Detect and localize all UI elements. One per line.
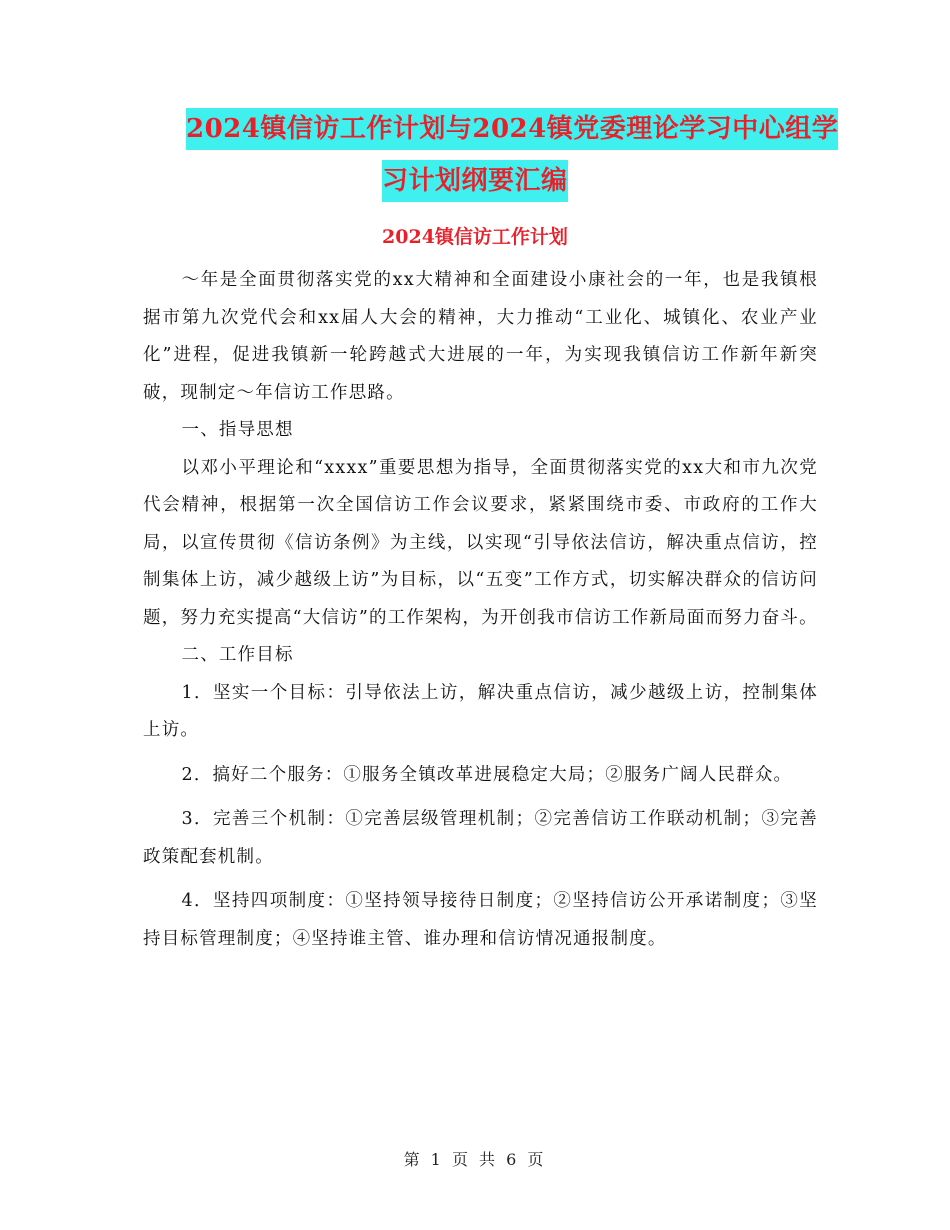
goal-item-2: 2．搞好二个服务：①服务全镇改革进展稳定大局；②服务广阔人民群众。 xyxy=(181,764,793,785)
section-subtitle: 2024镇信访工作计划 xyxy=(382,226,568,248)
goal-item-1: 1．坚实一个目标：引导依法上访，解决重点信访，减少越级上访，控制集体上访。 xyxy=(143,682,818,740)
guiding-thought-paragraph: 以邓小平理论和“xxxx”重要思想为指导，全面贯彻落实党的xx大和市九次党代会精神，根据第一次全国信访工作会议要求，紧紧围绕市委、市政府的工作大局，以宣传贯彻《信访条例》为主线，以实现“引导依法信访，解决重点信访，控制集体上访，减少越级上访”为目标，以“五变”工作方式，切实解决群众的信访问题，努力充实提高“大信访”的工作架构，为开创我市信访工作新局面而努力奋斗。 xyxy=(143,457,818,628)
document-title xyxy=(0,108,950,202)
goal-item-3: 3．完善三个机制：①完善层级管理机制；②完善信访工作联动机制；③完善政策配套机制。 xyxy=(143,809,818,867)
heading-guiding-thought: 一、指导思想 xyxy=(181,420,294,440)
page-number-footer: 第 1 页 共 6 页 xyxy=(403,1150,547,1169)
title-line-1: 2024镇信访工作计划与2024镇党委理论学习中心组学 xyxy=(186,108,838,150)
goal-item-4: 4．坚持四项制度：①坚持领导接待日制度；②坚持信访公开承诺制度；③坚持目标管理制度；④坚持谁主管、谁办理和信访情况通报制度。 xyxy=(143,891,818,949)
title-line-2: 习计划纲要汇编 xyxy=(382,160,568,202)
document-body xyxy=(143,262,818,958)
intro-paragraph: ～年是全面贯彻落实党的xx大精神和全面建设小康社会的一年，也是我镇根据市第九次党代会和xx届人大会的精神，大力推动“工业化、城镇化、农业产业化”进程，促进我镇新一轮跨越式大进展的一年，为实现我镇信访工作新年新突破，现制定～年信访工作思路。 xyxy=(143,270,818,403)
heading-work-goals: 二、工作目标 xyxy=(181,645,294,665)
